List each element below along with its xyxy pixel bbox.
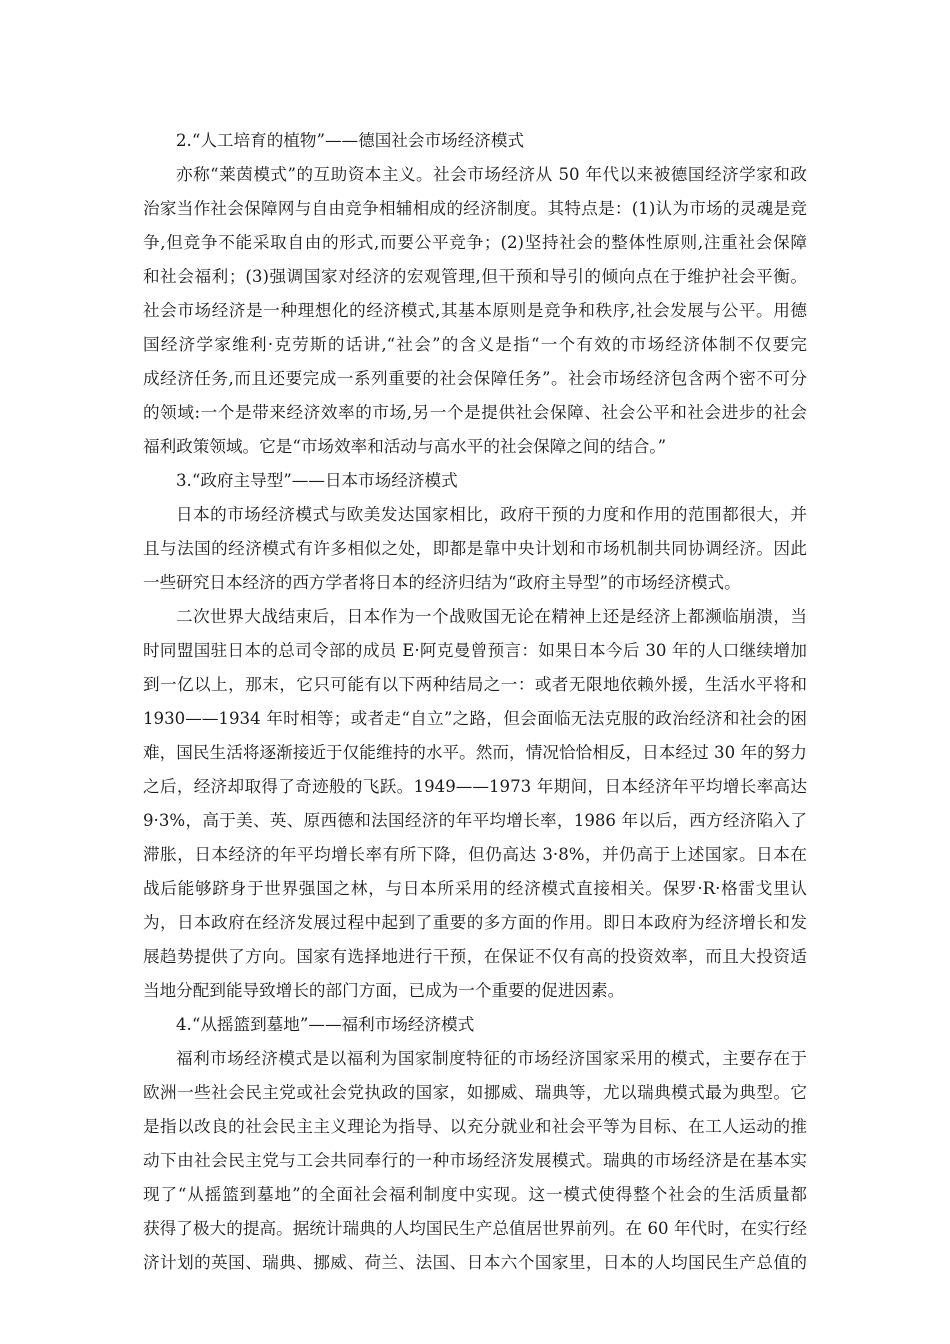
paragraph-line: 亦称“莱茵模式”的互助资本主义。社会市场经济从 50 年代以来被德国经济学家和政 (176, 165, 807, 184)
paragraph-line: 获得了极大的提高。据统计瑞典的人均国民生产总值居世界前列。在 60 年代时，在实行经 (143, 1219, 807, 1238)
paragraph-line: 当地分配到能导致增长的部门方面，已成为一个重要的促进因素。 (143, 981, 625, 1000)
paragraph-line: 滞胀，日本经济的年平均增长率有所下降，但仍高达 3·8%，并仍高于上述国家。日本在 (143, 845, 807, 864)
section-heading-welfare: 4.“从摇篮到墓地”——福利市场经济模式 (176, 1015, 475, 1034)
paragraph-line: 济计划的英国、瑞典、挪威、荷兰、法国、日本六个国家里，日本的人均国民生产总值的 (143, 1253, 807, 1272)
paragraph-line: 社会市场经济是一种理想化的经济模式,其基本原则是竞争和秩序,社会发展与公平。用德 (143, 301, 807, 320)
paragraph-line: 战后能够跻身于世界强国之林，与日本所采用的经济模式直接相关。保罗·R·格雷戈里认 (143, 879, 807, 898)
paragraph-line: 治家当作社会保障网与自由竞争相辅相成的经济制度。其特点是：(1)认为市场的灵魂是竞 (143, 199, 807, 218)
paragraph-line: 成经济任务,而且还要完成一系列重要的社会保障任务”。社会市场经济包含两个密不可分 (143, 369, 807, 388)
paragraph-line: 是指以改良的社会民主主义理论为指导、以充分就业和社会平等为目标、在工人运动的推 (143, 1117, 807, 1136)
paragraph-line: 展趋势提供了方向。国家有选择地进行干预，在保证不仅有高的投资效率，而且大投资适 (143, 947, 807, 966)
paragraph-line: 国经济学家维利·克劳斯的话讲,“社会”的含义是指“一个有效的市场经济体制不仅要完 (143, 335, 807, 354)
paragraph-line: 二次世界大战结束后，日本作为一个战败国无论在精神上还是经济上都濒临崩溃，当 (176, 607, 807, 626)
document-page (143, 124, 807, 1280)
section-heading-japan: 3.“政府主导型”——日本市场经济模式 (176, 471, 458, 490)
paragraph-line: 日本的市场经济模式与欧美发达国家相比，政府干预的力度和作用的范围都很大，并 (176, 505, 807, 524)
paragraph-line: 之后，经济却取得了奇迹般的飞跃。1949——1973 年期间，日本经济年平均增长率高达 (143, 777, 807, 796)
paragraph-line: 且与法国的经济模式有许多相似之处，即都是靠中央计划和市场机制共同协调经济。因此 (143, 539, 807, 558)
paragraph-line: 难，国民生活将逐渐接近于仅能维持的水平。然而，情况恰恰相反，日本经过 30 年的努力 (143, 743, 807, 762)
paragraph-line: 和社会福利；(3)强调国家对经济的宏观管理,但干预和导引的倾向点在于维护社会平衡。 (143, 267, 807, 286)
section-heading-germany: 2.“人工培育的植物”——德国社会市场经济模式 (176, 131, 525, 150)
paragraph-line: 的领域:一个是带来经济效率的市场,另一个是提供社会保障、社会公平和社会进步的社会 (143, 403, 807, 422)
paragraph-line: 9·3%，高于美、英、原西德和法国经济的年平均增长率，1986 年以后，西方经济陷入了 (143, 811, 807, 830)
paragraph-line: 欧洲一些社会民主党或社会党执政的国家，如挪威、瑞典等，尤以瑞典模式最为典型。它 (143, 1083, 807, 1102)
paragraph-line: 时同盟国驻日本的总司令部的成员 E·阿克曼曾预言：如果日本今后 30 年的人口继续增加 (143, 641, 807, 660)
paragraph-line: 到一亿以上，那末，它只可能有以下两种结局之一：或者无限地依赖外援，生活水平将和 (143, 675, 807, 694)
paragraph-line: 争,但竞争不能采取自由的形式,而要公平竞争；(2)坚持社会的整体性原则,注重社会保障 (143, 233, 807, 252)
paragraph-line: 福利市场经济模式是以福利为国家制度特征的市场经济国家采用的模式，主要存在于 (176, 1049, 807, 1068)
paragraph-line: 1930——1934 年时相等；或者走“自立”之路，但会面临无法克服的政治经济和社会的困 (143, 709, 807, 728)
paragraph-line: 现了“从摇篮到墓地”的全面社会福利制度中实现。这一模式使得整个社会的生活质量都 (143, 1185, 807, 1204)
paragraph-line: 动下由社会民主党与工会共同奉行的一种市场经济发展模式。瑞典的市场经济是在基本实 (143, 1151, 807, 1170)
paragraph-line: 一些研究日本经济的西方学者将日本的经济归结为“政府主导型”的市场经济模式。 (143, 573, 741, 592)
paragraph-line: 为，日本政府在经济发展过程中起到了重要的多方面的作用。即日本政府为经济增长和发 (143, 913, 807, 932)
paragraph-line: 福利政策领域。它是“市场效率和活动与高水平的社会保障之间的结合。” (143, 437, 667, 456)
